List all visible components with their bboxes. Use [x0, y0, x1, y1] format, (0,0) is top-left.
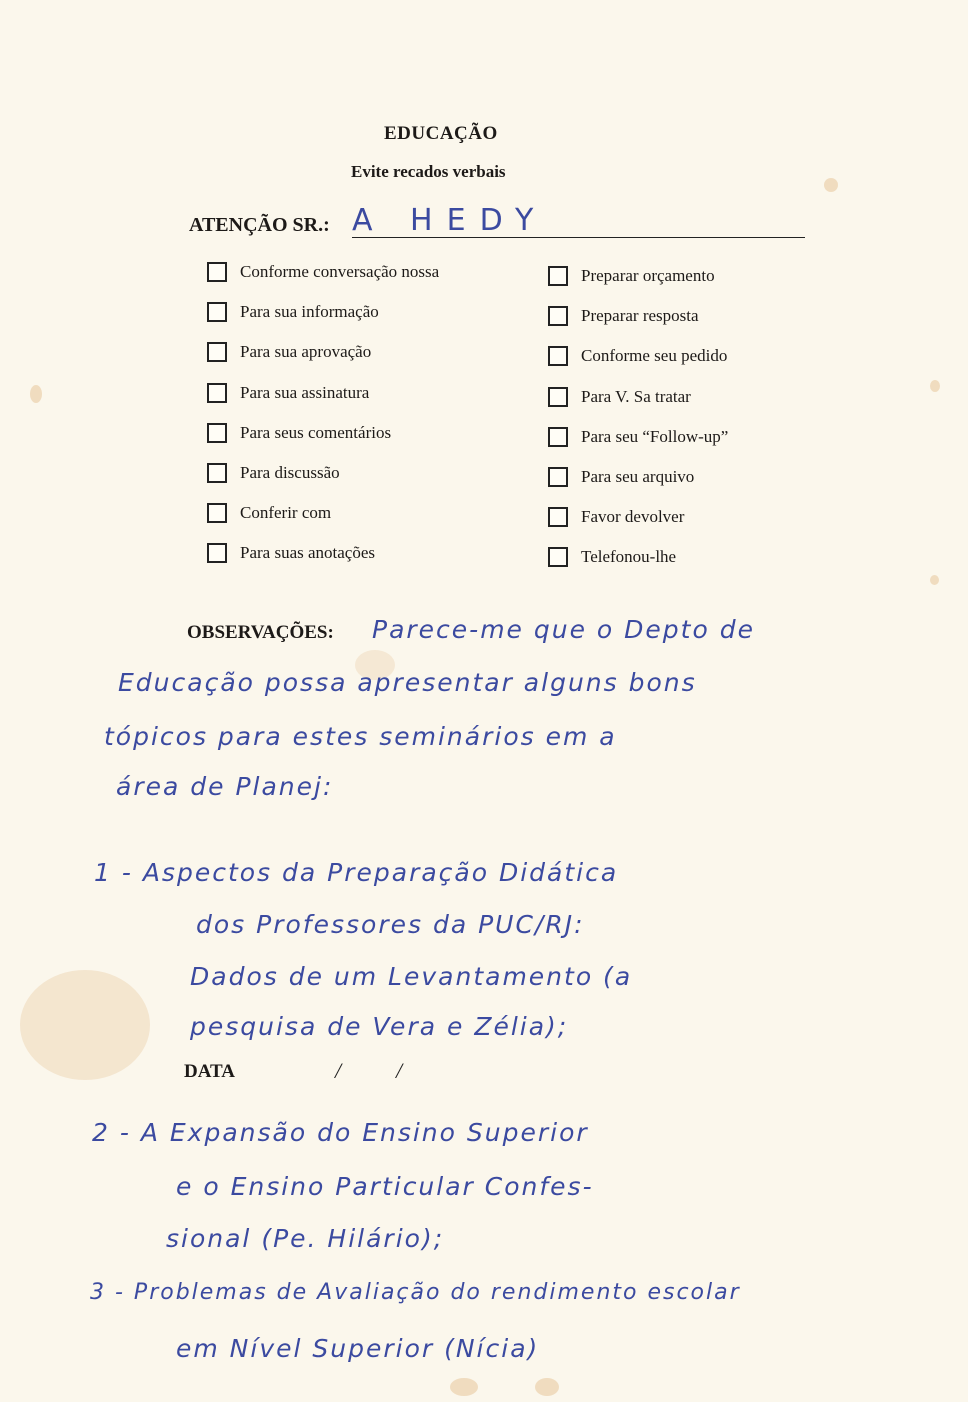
checkbox-label: Preparar resposta	[581, 306, 699, 326]
checkbox[interactable]	[548, 346, 568, 366]
checkbox-row[interactable]	[548, 266, 715, 286]
checkbox-label: Conferir com	[240, 503, 332, 523]
observation-line: Dados de um Levantamento (a	[190, 962, 633, 991]
paper-stain	[930, 380, 940, 392]
checkbox-label: Favor devolver	[581, 507, 685, 527]
memo-subtitle: Evite recados verbais	[351, 162, 506, 181]
attention-recipient: A HEDY	[352, 203, 548, 238]
observation-line: sional (Pe. Hilário);	[166, 1224, 445, 1253]
checkbox-label: Para suas anotações	[240, 543, 376, 563]
checkbox-label: Para seu arquivo	[581, 467, 695, 486]
checkbox-row[interactable]	[548, 346, 727, 366]
checkbox-label: Para sua informação	[240, 302, 379, 322]
checkbox-row[interactable]	[207, 383, 369, 403]
checkbox-row[interactable]	[207, 543, 375, 563]
checkbox-row[interactable]	[548, 306, 699, 326]
date-label: DATA	[184, 1061, 236, 1082]
checkbox-row[interactable]	[548, 427, 728, 447]
checkbox-row[interactable]	[548, 387, 691, 407]
checkbox[interactable]	[548, 387, 568, 407]
memo-title: EDUCAÇÃO	[384, 123, 498, 144]
checkbox[interactable]	[207, 423, 227, 443]
checkbox[interactable]	[548, 306, 568, 326]
checkbox[interactable]	[207, 463, 227, 483]
checkbox[interactable]	[207, 543, 227, 563]
checkbox-label: Para seus comentários	[240, 422, 392, 442]
paper-stain	[20, 970, 150, 1080]
observation-line: 3 - Problemas de Avaliação do rendimento escolar	[90, 1280, 741, 1305]
checkbox-label: Para V. Sa tratar	[581, 386, 691, 406]
observation-line: e o Ensino Particular Confes-	[176, 1172, 594, 1201]
checkbox-row[interactable]	[207, 302, 379, 322]
date-separator: /	[396, 1058, 403, 1083]
checkbox[interactable]	[548, 547, 568, 567]
checkbox-row[interactable]	[548, 547, 676, 567]
checkbox[interactable]	[548, 266, 568, 286]
date-separator: /	[335, 1058, 342, 1083]
checkbox-label: Para discussão	[240, 463, 340, 482]
checkbox[interactable]	[207, 383, 227, 403]
checkbox-row[interactable]	[207, 463, 340, 483]
paper-stain	[535, 1378, 559, 1396]
checkbox-row[interactable]	[207, 342, 371, 362]
checkbox[interactable]	[548, 467, 568, 487]
observation-line: em Nível Superior (Nícia)	[176, 1334, 540, 1363]
checkbox-row[interactable]	[207, 423, 391, 443]
checkbox-row[interactable]	[207, 503, 331, 523]
paper-stain	[930, 575, 939, 585]
checkbox[interactable]	[207, 262, 227, 282]
observation-line: tópicos para estes seminários em a	[104, 722, 617, 751]
checkbox-label: Telefonou-lhe	[581, 547, 677, 567]
observation-line: Parece-me que o Depto de	[372, 615, 755, 644]
checkbox-row[interactable]	[207, 262, 439, 282]
paper-stain	[824, 178, 838, 192]
checkbox-label: Para seu “Follow-up”	[581, 426, 729, 446]
checkbox-label: Conforme seu pedido	[581, 346, 728, 366]
observation-line: 1 - Aspectos da Preparação Didática	[94, 858, 619, 887]
checkbox-label: Para sua aprovação	[240, 342, 372, 362]
observation-line: dos Professores da PUC/RJ:	[196, 910, 585, 939]
observation-line: área de Planej:	[116, 772, 334, 801]
observation-line: 2 - A Expansão do Ensino Superior	[92, 1118, 589, 1147]
checkbox[interactable]	[207, 302, 227, 322]
checkbox-row[interactable]	[548, 507, 684, 527]
checkbox[interactable]	[548, 507, 568, 527]
observation-line: pesquisa de Vera e Zélia);	[190, 1012, 569, 1041]
paper-stain	[30, 385, 42, 403]
checkbox-label: Preparar orçamento	[581, 266, 715, 285]
checkbox-label: Conforme conversação nossa	[240, 262, 440, 281]
checkbox-label: Para sua assinatura	[240, 382, 370, 402]
paper-stain	[450, 1378, 478, 1396]
attention-label: ATENÇÃO SR.:	[189, 214, 330, 236]
checkbox-row[interactable]	[548, 467, 694, 487]
observations-label: OBSERVAÇÕES:	[187, 622, 334, 643]
checkbox[interactable]	[548, 427, 568, 447]
checkbox[interactable]	[207, 342, 227, 362]
checkbox[interactable]	[207, 503, 227, 523]
observation-line: Educação possa apresentar alguns bons	[118, 668, 697, 697]
